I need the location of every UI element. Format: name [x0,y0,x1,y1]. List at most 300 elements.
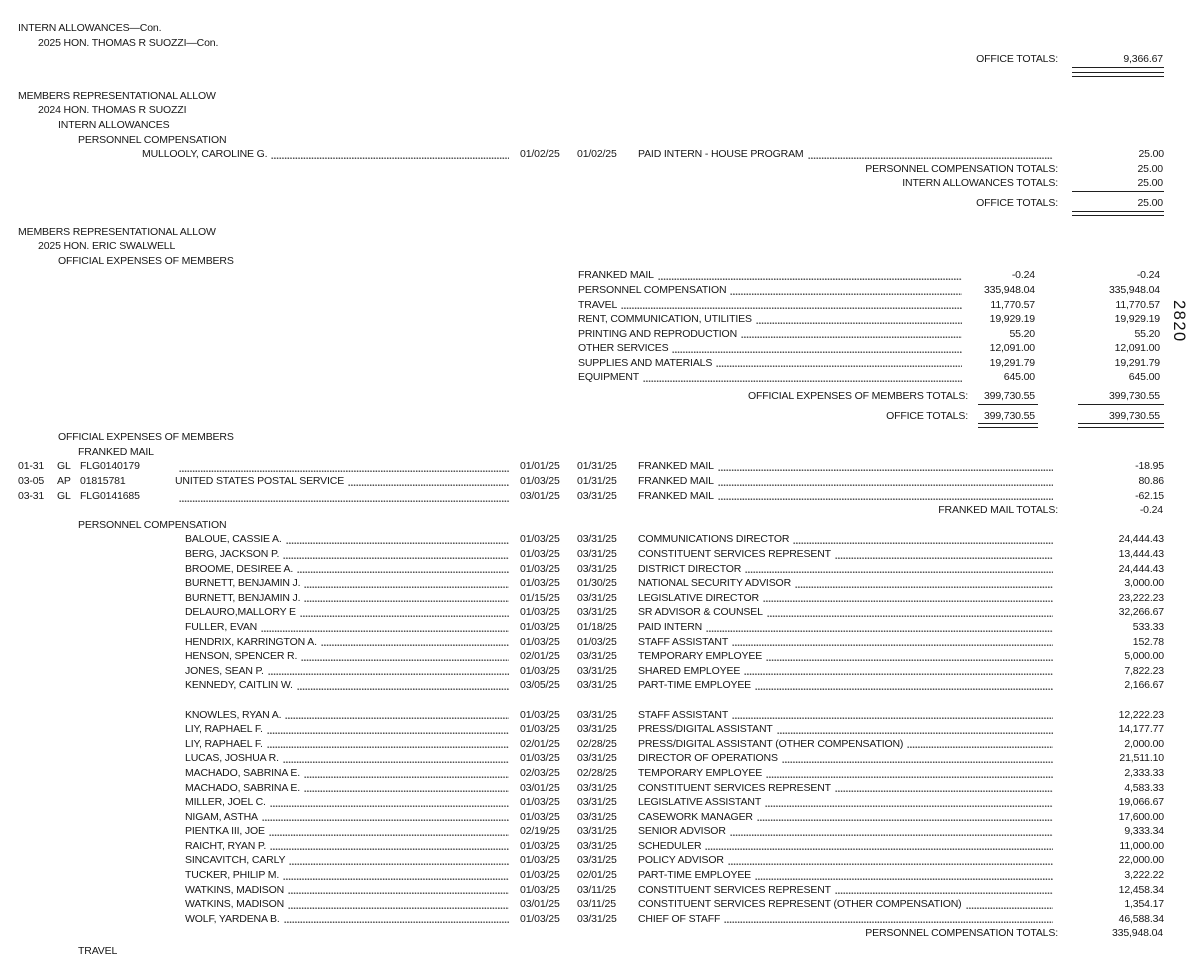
section-detail-official-expenses [0,430,1200,958]
employee-name: DELAURO,MALLORY E [185,606,296,619]
dotted-leader [756,321,962,325]
employee-name: RAICHT, RYAN P. [185,839,267,852]
employee-name: LIY, RAPHAEL F. [185,737,263,750]
end-date: 03/11/25 [577,883,616,896]
employee-name: FULLER, EVAN [185,620,258,633]
row-amount: 22,000.00 [1118,854,1164,867]
table-row [0,883,1200,898]
dotted-leader [744,672,1053,676]
single-rule [1078,404,1164,405]
amount-period: 19,929.19 [989,313,1035,326]
table-row [0,591,1200,606]
totals-label: OFFICIAL EXPENSES OF MEMBERS TOTALS: [747,390,968,403]
rule-row [0,211,1200,216]
transaction-type: GL [57,489,71,502]
start-date: 01/03/25 [520,664,560,677]
dotted-leader [268,672,509,676]
date-range-code: 01-31 [18,460,45,473]
dotted-leader [621,306,962,310]
employee-name: WATKINS, MADISON [185,898,285,911]
job-title: PRESS/DIGITAL ASSISTANT (OTHER COMPENSATION) [638,737,904,750]
dotted-leader [755,687,1053,691]
end-date: 01/18/25 [577,620,617,633]
dotted-leader [304,775,509,779]
row-amount: 17,600.00 [1118,810,1164,823]
table-row [0,912,1200,927]
job-title: CASEWORK MANAGER [638,810,753,823]
employee-name: WATKINS, MADISON [185,883,285,896]
amount-period: -0.24 [1011,269,1035,282]
dotted-leader [269,833,509,837]
end-date: 03/31/25 [577,606,617,619]
row-amount: 1,354.17 [1124,898,1164,911]
row-amount: 46,588.34 [1118,912,1164,925]
start-date: 01/03/25 [520,854,560,867]
row-amount: 2,000.00 [1124,737,1164,750]
dotted-leader [288,906,509,910]
job-title: CONSTITUENT SERVICES REPRESENT (OTHER COMPENSATION) [638,898,962,911]
employee-name: BURNETT, BENJAMIN J. [185,577,301,590]
table-row [0,649,1200,664]
start-date: 01/03/25 [520,577,560,590]
start-date: 01/03/25 [520,548,560,560]
table-row [0,664,1200,679]
start-date: 01/03/25 [520,620,560,633]
end-date: 03/31/25 [577,810,617,823]
job-title: SR ADVISOR & COUNSEL [638,606,763,619]
dotted-leader [767,614,1053,618]
dotted-leader [261,629,509,633]
row-amount: 21,511.10 [1119,752,1164,765]
row-amount: 9,333.34 [1124,825,1164,838]
dotted-leader [270,847,509,851]
section-heading: INTERN ALLOWANCES—Con. [18,22,162,34]
job-title: TEMPORARY EMPLOYEE [638,650,763,663]
dotted-leader [643,379,962,383]
job-title: POLICY ADVISOR [638,854,724,867]
totals-amount: 25.00 [1137,177,1163,190]
start-date: 01/03/25 [520,869,560,882]
totals-amount-ytd: 399,730.55 [1108,390,1160,403]
dotted-leader [179,499,509,503]
dotted-leader [348,483,509,487]
end-date: 03/31/25 [577,752,617,765]
single-rule [1072,191,1164,192]
job-title: TEMPORARY EMPLOYEE [638,766,763,779]
payee-name: UNITED STATES POSTAL SERVICE [175,475,345,488]
start-date: 03/01/25 [520,898,560,911]
expense-category-label: PERSONNEL COMPENSATION [578,283,727,296]
end-date: 03/31/25 [577,650,617,663]
end-date: 03/31/25 [577,533,617,546]
row-amount: 23,222.23 [1118,591,1164,604]
end-date: 01/30/25 [577,577,617,590]
summary-row [0,370,1200,385]
summary-row [0,283,1200,298]
table-row [0,635,1200,650]
job-title: PART-TIME EMPLOYEE [638,679,752,692]
double-rule [978,423,1038,428]
single-rule [1072,67,1164,68]
job-title: PAID INTERN - HOUSE PROGRAM [638,148,804,161]
dotted-leader [706,629,1053,633]
end-date: 02/01/25 [577,869,617,882]
member-heading: 2025 HON. THOMAS R SUOZZI—Con. [38,36,219,49]
amount-ytd: 11,770.57 [1115,298,1160,311]
employee-name: BALOUE, CASSIE A. [185,533,282,546]
totals-amount-period: 399,730.55 [983,390,1035,403]
end-date: 03/31/25 [577,854,617,867]
dotted-leader [283,877,509,881]
office-totals-row [0,52,1200,67]
expense-category-label: OTHER SERVICES [578,342,669,355]
dotted-leader [270,804,509,808]
totals-amount: 25.00 [1137,162,1163,175]
dotted-leader [705,847,1053,851]
member-heading: 2025 HON. ERIC SWALWELL [38,240,176,253]
job-title: CONSTITUENT SERVICES REPRESENT [638,781,831,794]
start-date: 01/03/25 [520,810,560,823]
table-row [0,532,1200,547]
end-date: 03/31/25 [577,562,617,575]
totals-label: FRANKED MAIL TOTALS: [938,504,1058,517]
amount-period: 12,091.00 [989,342,1035,355]
expense-category-label: RENT, COMMUNICATION, UTILITIES [578,313,752,326]
expense-category-label: FRANKED MAIL [578,269,654,282]
job-title: CHIEF OF STAFF [638,912,721,925]
office-totals-amount-ytd: 399,730.55 [1108,409,1160,422]
subcategory-heading: PERSONNEL COMPENSATION [78,518,227,531]
employee-name: PIENTKA III, JOE [185,825,265,838]
dotted-leader [288,891,509,895]
dotted-leader [297,687,509,691]
section-intern-allowances-continued [0,21,1200,77]
employee-name: KNOWLES, RYAN A. [185,708,282,721]
end-date: 03/31/25 [577,708,617,721]
office-totals-amount-period: 399,730.55 [983,409,1035,422]
dotted-leader [730,292,962,296]
job-title: CONSTITUENT SERVICES REPRESENT [638,883,831,896]
start-date: 01/03/25 [520,475,560,488]
end-date: 03/31/25 [577,679,617,692]
franked-mail-rows [0,459,1200,503]
summary-row [0,312,1200,327]
start-date: 01/03/25 [520,883,560,896]
employee-name: JONES, SEAN P. [185,664,264,677]
personnel-rows-group-2 [0,708,1200,927]
table-row [0,722,1200,737]
section-mra-2024-suozzi [0,89,1200,216]
row-amount: 32,266.67 [1118,606,1164,619]
employee-name: LUCAS, JOSHUA R. [185,752,279,765]
date-range-code: 03-31 [18,489,45,502]
table-row [0,897,1200,912]
employee-name: BROOME, DESIREE A. [185,562,294,575]
end-date: 01/02/25 [577,148,617,161]
dotted-leader [730,833,1053,837]
row-amount: 5,000.00 [1124,650,1164,663]
row-amount: 12,458.34 [1118,883,1164,896]
row-amount: -62.15 [1135,489,1164,502]
category-heading: INTERN ALLOWANCES [58,118,170,131]
employee-name: KENNEDY, CAITLIN W. [185,679,293,692]
row-amount: 11,000.00 [1119,839,1164,852]
start-date: 01/02/25 [520,148,560,161]
dotted-leader [793,541,1053,545]
dotted-leader [718,468,1053,472]
row-amount: 13,444.43 [1118,548,1164,560]
row-amount: 14,177.77 [1118,723,1164,736]
table-row [0,766,1200,781]
dotted-leader [283,556,509,560]
summary-row [0,341,1200,356]
dotted-leader [321,643,509,647]
totals-label: INTERN ALLOWANCES TOTALS: [902,177,1058,190]
transaction-type: GL [57,460,71,473]
dotted-leader [271,156,509,160]
dotted-leader [782,760,1053,764]
dotted-leader [718,497,1053,501]
transaction-row [0,459,1200,474]
dotted-leader [732,643,1053,647]
row-amount: 80.86 [1138,475,1164,488]
table-row [0,708,1200,723]
amount-ytd: 645.00 [1128,371,1160,384]
dotted-leader [795,585,1053,589]
dotted-leader [763,599,1053,603]
employee-name: SINCAVITCH, CARLY [185,854,286,867]
amount-ytd: -0.24 [1136,269,1160,282]
subcategory-heading: PERSONNEL COMPENSATION [78,133,227,146]
dotted-leader [808,156,1053,160]
employee-name: MULLOOLY, CAROLINE G. [142,148,268,161]
amount-ytd: 55.20 [1134,327,1160,340]
document-number: FLG0141685 [80,489,140,502]
employee-name: MILLER, JOEL C. [185,796,266,809]
table-row [0,853,1200,868]
document-number: 01815781 [80,475,126,488]
table-row [0,751,1200,766]
table-row[interactable] [0,824,1200,839]
start-date: 03/05/25 [520,679,560,692]
start-date: 01/03/25 [520,635,560,648]
dotted-leader [301,658,509,662]
expense-category-label: EQUIPMENT [578,371,640,384]
row-amount: -18.95 [1135,460,1164,473]
table-row [0,147,1200,162]
employee-name: TUCKER, PHILIP M. [185,869,280,882]
row-amount: 12,222.23 [1118,708,1164,721]
start-date: 01/03/25 [520,606,560,619]
totals-row [0,162,1200,177]
job-title: LEGISLATIVE ASSISTANT [638,796,762,809]
office-totals-amount: 9,366.67 [1123,53,1163,66]
summary-row [0,327,1200,342]
end-date: 02/28/25 [577,737,617,750]
amount-ytd: 19,291.79 [1114,356,1160,369]
dotted-leader [179,469,509,473]
employee-name: NIGAM, ASTHA [185,810,258,823]
start-date: 01/01/25 [520,460,560,473]
start-date: 01/03/25 [520,708,560,721]
amount-period: 645.00 [1003,371,1035,384]
section-heading: MEMBERS REPRESENTATIONAL ALLOW [18,89,216,102]
expense-category-label: TRAVEL [578,298,618,311]
employee-name: WOLF, YARDENA B. [185,912,280,925]
page-number: 2820 [1170,300,1188,343]
end-date: 03/31/25 [577,489,617,502]
table-row [0,678,1200,693]
end-date: 03/31/25 [577,548,617,560]
table-row [0,605,1200,620]
end-date: 03/31/25 [577,781,617,794]
end-date: 03/31/25 [577,825,617,838]
start-date: 01/03/25 [520,562,560,575]
job-title: COMMUNICATIONS DIRECTOR [638,533,790,546]
dotted-leader [741,335,962,339]
dotted-leader [304,599,509,603]
end-date: 01/31/25 [577,475,617,488]
dotted-leader [757,818,1053,822]
summary-row [0,298,1200,313]
row-amount: 25.00 [1138,148,1164,161]
dotted-leader [672,350,962,354]
double-rule [1078,423,1164,428]
row-amount: 152.78 [1132,635,1164,648]
table-row [0,781,1200,796]
dotted-leader [835,556,1053,560]
totals-row [0,389,1200,404]
dotted-leader [835,891,1053,895]
totals-label: PERSONNEL COMPENSATION TOTALS: [865,927,1058,940]
dotted-leader [304,585,509,589]
rule-row [0,423,1200,428]
job-title: DIRECTOR OF OPERATIONS [638,752,778,765]
transaction-type: AP [57,475,71,488]
amount-ytd: 335,948.04 [1108,283,1160,296]
transaction-description: FRANKED MAIL [638,460,714,473]
amount-period: 19,291.79 [989,356,1035,369]
job-title: SHARED EMPLOYEE [638,664,741,677]
totals-row [0,926,1200,941]
row-amount: 3,000.00 [1124,577,1164,590]
job-title: PAID INTERN [638,620,703,633]
employee-name: MACHADO, SABRINA E. [185,766,301,779]
end-date: 01/31/25 [577,460,617,473]
start-date: 03/01/25 [520,489,560,502]
dotted-leader [267,731,509,735]
end-date: 03/31/25 [577,839,617,852]
double-rule [1072,72,1164,77]
double-rule [1072,211,1164,216]
dotted-leader [286,541,509,545]
end-date: 03/31/25 [577,591,617,604]
office-totals-label: OFFICE TOTALS: [886,409,968,422]
category-heading: OFFICIAL EXPENSES OF MEMBERS [58,254,234,267]
dotted-leader [766,775,1053,779]
table-row [0,810,1200,825]
summary-row [0,356,1200,371]
expense-category-label: PRINTING AND REPRODUCTION [578,327,738,340]
row-amount: 19,066.67 [1118,796,1164,809]
job-title: STAFF ASSISTANT [638,708,729,721]
office-totals-amount: 25.00 [1137,196,1163,209]
dotted-leader [966,906,1053,910]
date-range-code: 03-05 [18,475,45,488]
single-rule [978,404,1038,405]
row-amount: 4,583.33 [1124,781,1164,794]
table-row [0,839,1200,854]
dotted-leader [262,818,509,822]
dotted-leader [835,789,1053,793]
dotted-leader [289,862,509,866]
table-row [0,576,1200,591]
employee-name: HENDRIX, KARRINGTON A. [185,635,317,648]
member-heading: 2024 HON. THOMAS R SUOZZI [38,104,187,117]
section-mra-2025-swalwell [0,225,1200,429]
end-date: 03/31/25 [577,664,617,677]
employee-name: BERG, JACKSON P. [185,548,280,560]
expense-category-label: SUPPLIES AND MATERIALS [578,356,713,369]
dotted-leader [724,920,1053,924]
summary-rows [0,268,1200,385]
subcategory-heading: FRANKED MAIL [78,445,154,458]
transaction-description: FRANKED MAIL [638,475,714,488]
amount-ytd: 19,929.19 [1114,313,1160,326]
totals-row [0,503,1200,518]
row-amount: 7,822.23 [1124,664,1164,677]
job-title: SCHEDULER [638,839,702,852]
dotted-leader [718,483,1053,487]
office-totals-label: OFFICE TOTALS: [976,196,1058,209]
dotted-leader [300,614,509,618]
row-gap [0,693,1200,708]
totals-label: PERSONNEL COMPENSATION TOTALS: [865,162,1058,175]
section-heading: MEMBERS REPRESENTATIONAL ALLOW [18,225,216,238]
job-title: NATIONAL SECURITY ADVISOR [638,577,792,590]
transaction-row [0,489,1200,504]
start-date: 03/01/25 [520,781,560,794]
table-row [0,562,1200,577]
dotted-leader [285,716,509,720]
personnel-rows-group-1 [0,532,1200,693]
job-title: PART-TIME EMPLOYEE [638,869,752,882]
table-row [0,620,1200,635]
rule-row [0,72,1200,77]
totals-amount: 335,948.04 [1111,927,1163,940]
dotted-leader [765,804,1053,808]
totals-amount: -0.24 [1139,504,1163,517]
start-date: 02/19/25 [520,825,560,838]
end-date: 01/03/25 [577,635,617,648]
dotted-leader [745,570,1053,574]
amount-period: 11,770.57 [990,298,1035,311]
dotted-leader [716,364,962,368]
dotted-leader [283,760,509,764]
transaction-row [0,474,1200,489]
amount-ytd: 12,091.00 [1114,342,1160,355]
start-date: 02/01/25 [520,650,560,663]
document-number: FLG0140179 [80,460,140,473]
summary-row [0,268,1200,283]
dotted-leader [777,731,1053,735]
row-amount: 2,333.33 [1124,766,1164,779]
dotted-leader [658,277,962,281]
dotted-leader [284,920,509,924]
row-amount: 533.33 [1132,620,1164,633]
start-date: 02/03/25 [520,766,560,779]
end-date: 03/31/25 [577,796,617,809]
